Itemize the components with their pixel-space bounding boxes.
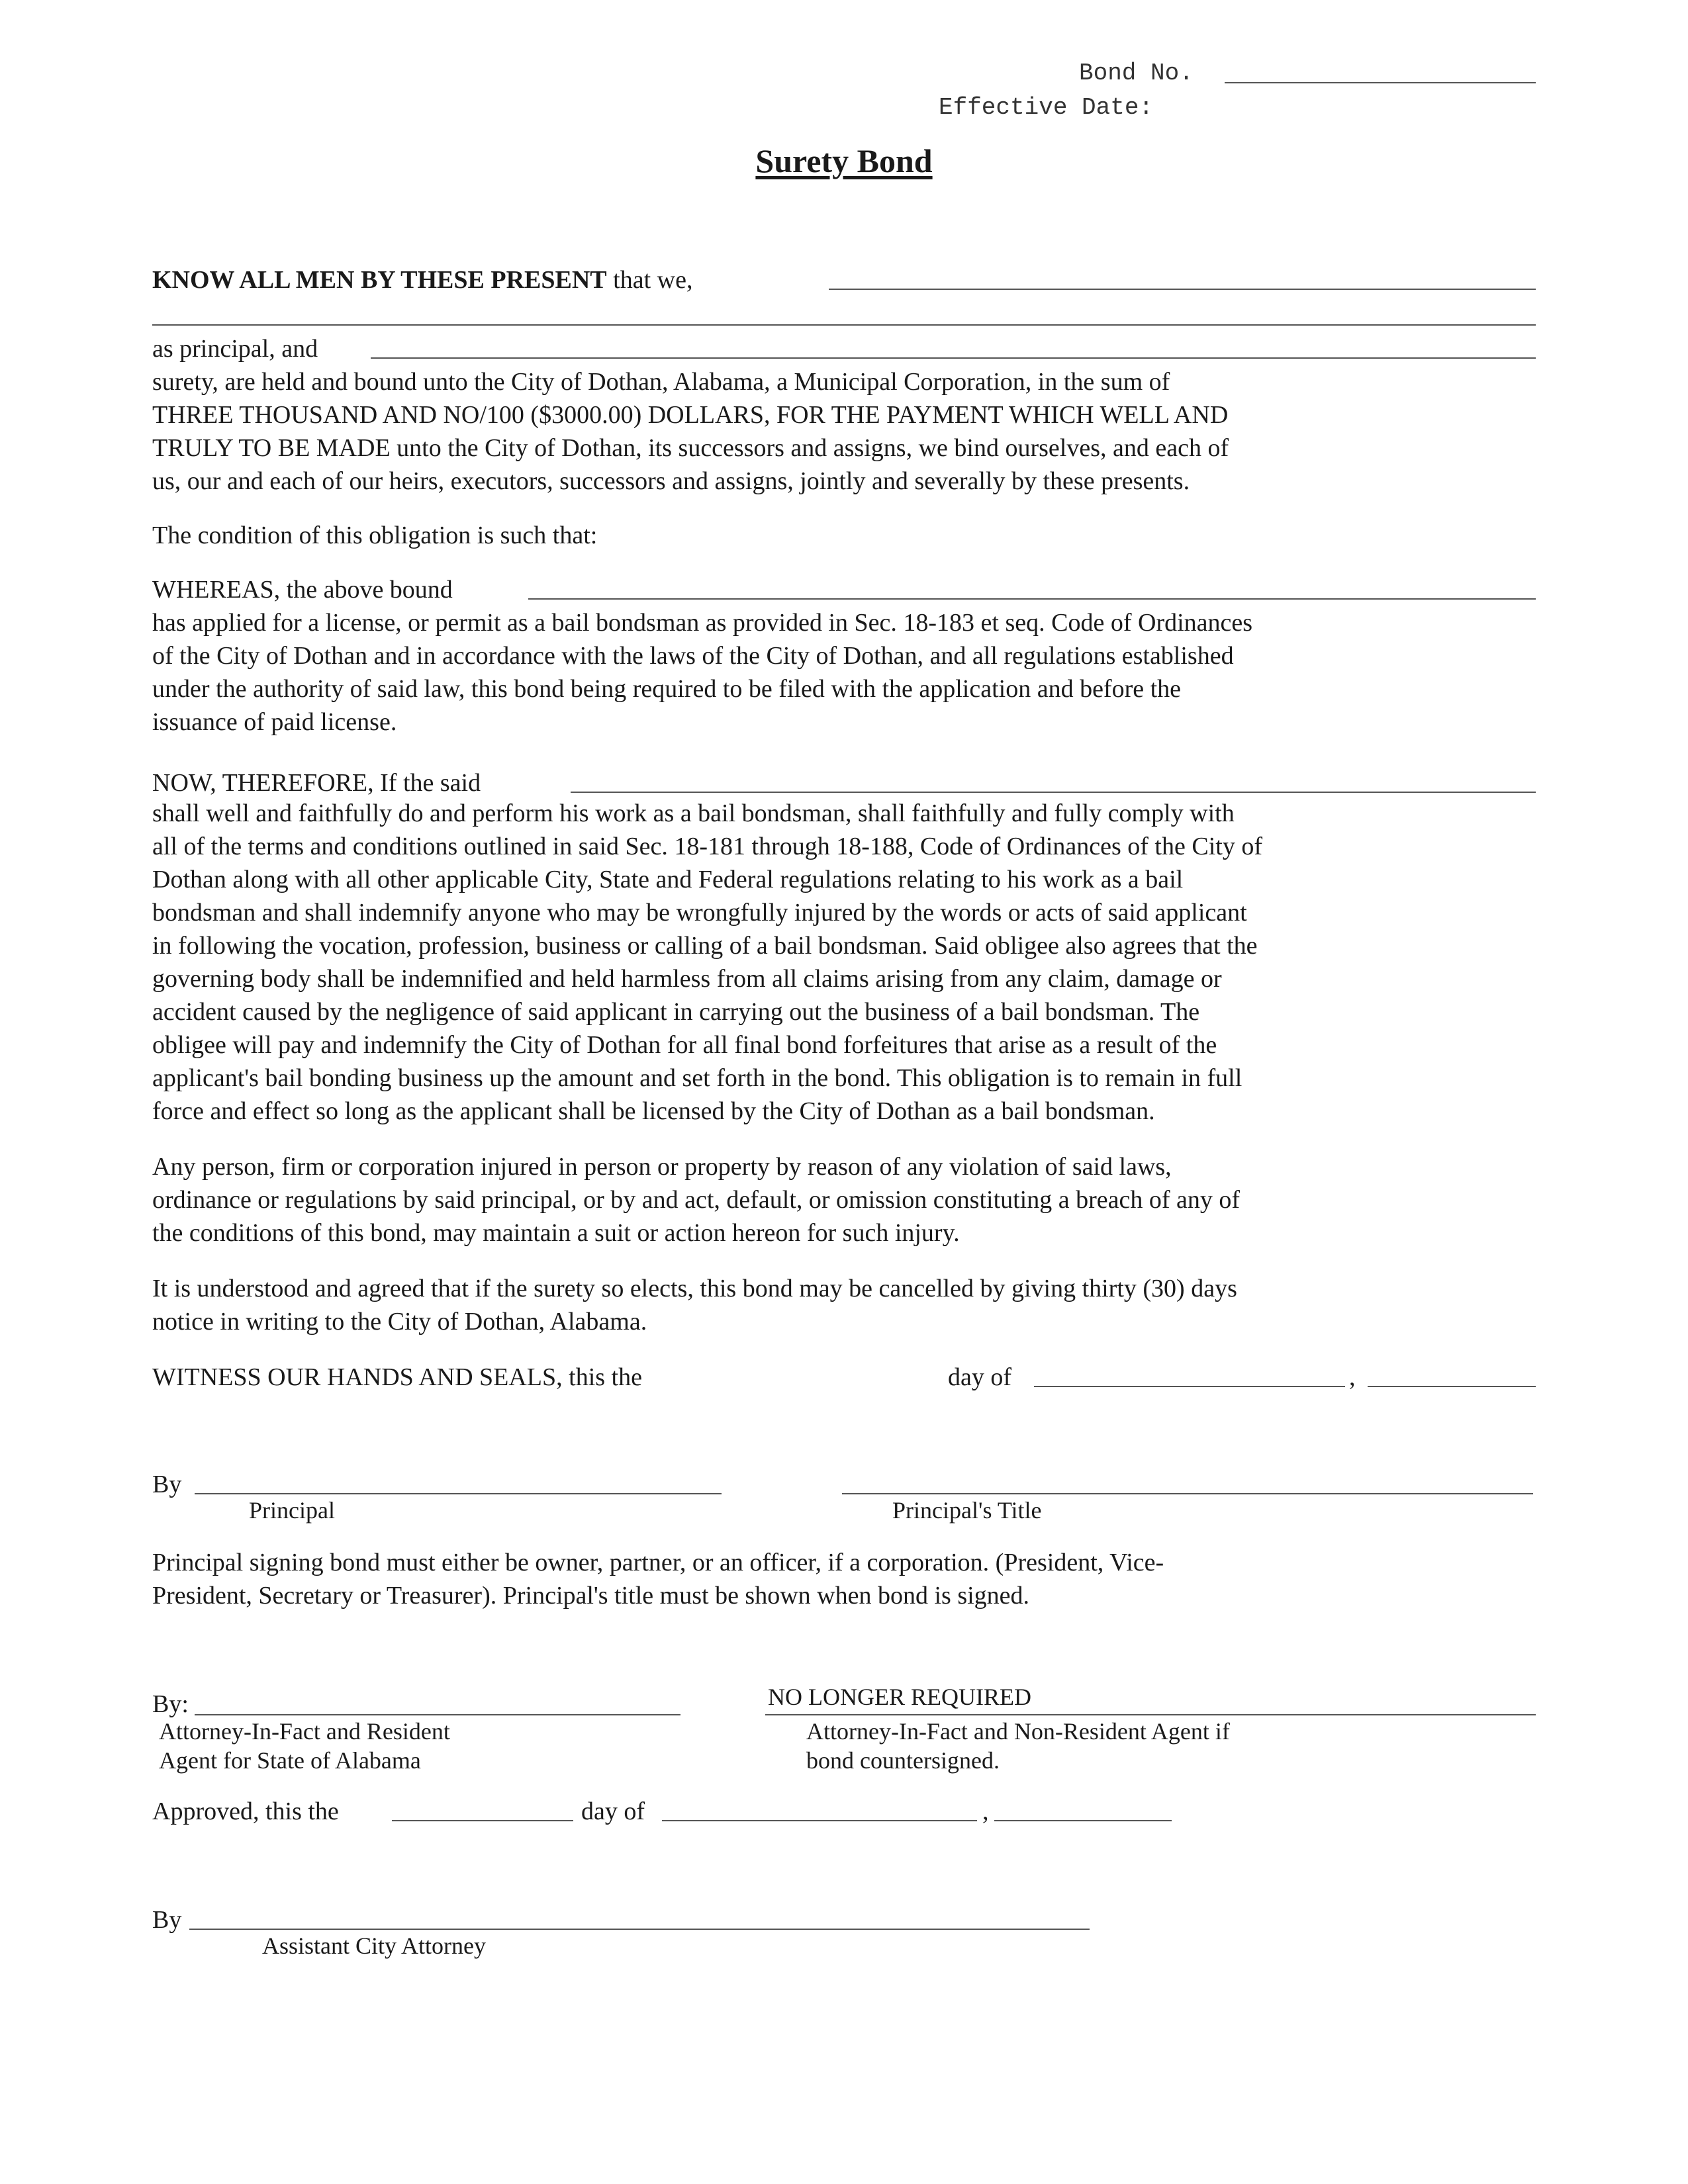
principal-signature-field[interactable] xyxy=(195,1493,722,1494)
know-all-lead: KNOW ALL MEN BY THESE PRESENT xyxy=(152,266,607,294)
paragraph-line: shall well and faithfully do and perform his work as a bail bondsman, shall faithfully and fully comply with xyxy=(152,799,1235,827)
paragraph-line: TRULY TO BE MADE unto the City of Dothan, its successors and assigns, we bind ourselves, and each of xyxy=(152,434,1229,462)
bond-no-label: Bond No. xyxy=(1079,60,1194,87)
paragraph-line: notice in writing to the City of Dothan, Alabama. xyxy=(152,1308,647,1336)
witness-day-of-label: day of xyxy=(948,1363,1012,1391)
paragraph-line: accident caused by the negligence of said applicant in carrying out the business of a bail bondsman. The xyxy=(152,998,1200,1026)
paragraph-line: under the authority of said law, this bond being required to be filed with the application and before the xyxy=(152,675,1182,703)
paragraph-line: It is understood and agreed that if the surety so elects, this bond may be cancelled by giving thirty (30) days xyxy=(152,1275,1237,1302)
witness-label: WITNESS OUR HANDS AND SEALS, this the xyxy=(152,1363,642,1391)
principal-name-field-2[interactable] xyxy=(152,324,1536,326)
paragraph-line: surety, are held and bound unto the City of Dothan, Alabama, a Municipal Corporation, in the sum of xyxy=(152,368,1170,396)
paragraph-line: obligee will pay and indemnify the City of Dothan for all final bond forfeitures that arise as a result of the xyxy=(152,1031,1217,1059)
paragraph-line: ordinance or regulations by said principal, or by and act, default, or omission constituting a breach of any of xyxy=(152,1186,1241,1214)
city-attorney-by-label: By xyxy=(152,1906,182,1934)
paragraph-line: Principal signing bond must either be owner, partner, or an officer, if a corporation. (President, Vice- xyxy=(152,1549,1164,1576)
approved-label: Approved, this the xyxy=(152,1797,339,1825)
nonresident-agent-label-1: Attorney-In-Fact and Non-Resident Agent if xyxy=(806,1718,1230,1745)
paragraph-line: THREE THOUSAND AND NO/100 ($3000.00) DOLLARS, FOR THE PAYMENT WHICH WELL AND xyxy=(152,401,1229,429)
paragraph-line: applicant's bail bonding business up the amount and set forth in the bond. This obligation is to remain in full xyxy=(152,1064,1243,1092)
resident-agent-label-1: Attorney-In-Fact and Resident xyxy=(159,1718,450,1745)
condition-statement: The condition of this obligation is such that: xyxy=(152,522,598,549)
principal-note-paragraph xyxy=(152,1546,1549,1612)
resident-agent-label-2: Agent for State of Alabama xyxy=(159,1747,421,1774)
no-longer-required-label: NO LONGER REQUIRED xyxy=(768,1684,1031,1710)
now-therefore-name-field[interactable] xyxy=(571,792,1536,793)
paragraph-line: all of the terms and conditions outlined in said Sec. 18-181 through 18-188, Code of Ordinances of the City of xyxy=(152,833,1262,860)
paragraph-line: in following the vocation, profession, business or calling of a bail bondsman. Said obligee also agrees that the xyxy=(152,932,1258,960)
as-principal-label: as principal, and xyxy=(152,335,318,363)
paragraph-line: the conditions of this bond, may maintain a suit or action hereon for such injury. xyxy=(152,1219,960,1247)
approved-month-field[interactable] xyxy=(662,1820,977,1821)
witness-month-field[interactable] xyxy=(1034,1386,1345,1387)
injury-paragraph xyxy=(152,1150,1549,1250)
principal-title-label: Principal's Title xyxy=(892,1497,1042,1524)
attorney-by-label: By: xyxy=(152,1690,189,1718)
know-all-rest: that we, xyxy=(613,266,693,294)
paragraph-line: Any person, firm or corporation injured in person or property by reason of any violation of said laws, xyxy=(152,1153,1172,1181)
surety-name-field[interactable] xyxy=(371,357,1536,359)
paragraph-line: force and effect so long as the applicant shall be licensed by the City of Dothan as a bail bondsman. xyxy=(152,1097,1155,1125)
whereas-name-field[interactable] xyxy=(528,598,1536,600)
license-paragraph xyxy=(152,606,1549,739)
principal-label: Principal xyxy=(249,1497,335,1524)
nonresident-agent-signature-field[interactable] xyxy=(765,1714,1536,1715)
effective-date-label: Effective Date: xyxy=(939,94,1154,121)
paragraph-line: us, our and each of our heirs, executors, successors and assigns, jointly and severally by these presents. xyxy=(152,467,1190,495)
resident-agent-signature-field[interactable] xyxy=(195,1714,680,1715)
approved-day-of-label: day of xyxy=(581,1797,645,1825)
cancellation-paragraph xyxy=(152,1272,1549,1338)
obligation-paragraph xyxy=(152,797,1549,1128)
now-therefore-label: NOW, THEREFORE, If the said xyxy=(152,769,481,797)
principal-by-label: By xyxy=(152,1471,182,1498)
paragraph-line: bondsman and shall indemnify anyone who may be wrongfully injured by the words or acts of said applicant xyxy=(152,899,1247,927)
nonresident-agent-label-2: bond countersigned. xyxy=(806,1747,1000,1774)
witness-year-field[interactable] xyxy=(1368,1386,1536,1387)
principal-title-field[interactable] xyxy=(842,1493,1533,1494)
approved-day-field[interactable] xyxy=(392,1820,573,1821)
bond-amount-paragraph xyxy=(152,365,1549,498)
approved-year-field[interactable] xyxy=(994,1820,1172,1821)
paragraph-line: of the City of Dothan and in accordance with the laws of the City of Dothan, and all regulations established xyxy=(152,642,1234,670)
city-attorney-label: Assistant City Attorney xyxy=(262,1933,487,1959)
whereas-label: WHEREAS, the above bound xyxy=(152,576,453,604)
paragraph-line: has applied for a license, or permit as a bail bondsman as provided in Sec. 18-183 et seq. Code of Ordinances xyxy=(152,609,1253,637)
paragraph-line: President, Secretary or Treasurer). Principal's title must be shown when bond is signed. xyxy=(152,1582,1030,1610)
know-all-clause xyxy=(152,263,692,296)
paragraph-line: Dothan along with all other applicable City, State and Federal regulations relating to his work as a bail xyxy=(152,866,1184,893)
witness-comma: , xyxy=(1349,1363,1356,1391)
approved-comma: , xyxy=(982,1797,989,1825)
principal-name-field[interactable] xyxy=(829,289,1536,290)
city-attorney-signature-field[interactable] xyxy=(189,1929,1090,1930)
bond-no-field[interactable] xyxy=(1225,82,1536,83)
paragraph-line: governing body shall be indemnified and held harmless from all claims arising from any claim, damage or xyxy=(152,965,1222,993)
page-title: Surety Bond xyxy=(755,142,933,179)
paragraph-line: issuance of paid license. xyxy=(152,708,397,736)
